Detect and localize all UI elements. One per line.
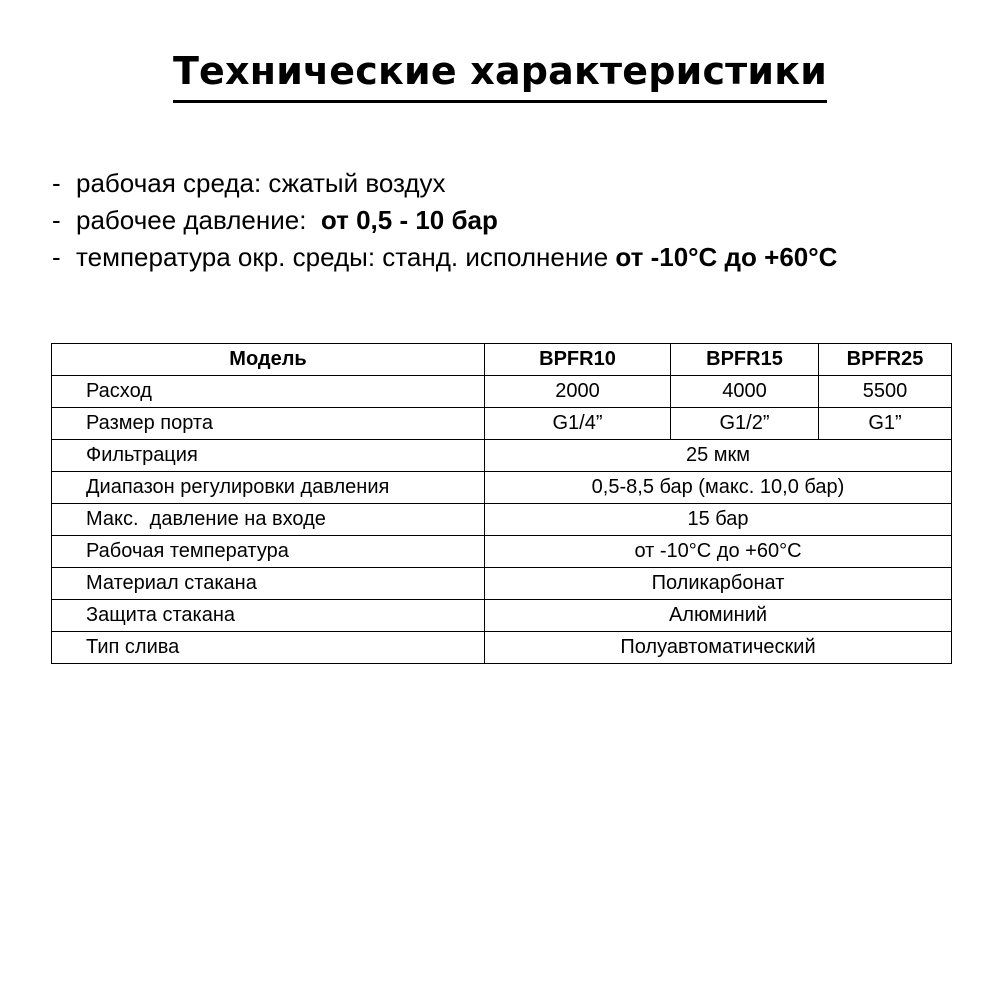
cell-bpfr25: 5500 [819, 376, 952, 408]
cell-bpfr15: 4000 [671, 376, 819, 408]
page-title-text: Технические характеристики [173, 46, 827, 103]
table-row-bowl-guard [52, 600, 952, 632]
table-row-port [52, 408, 952, 440]
row-label: Тип слива [52, 632, 485, 664]
cell-shared-value: Алюминий [485, 600, 952, 632]
bullet-dash: - [52, 168, 61, 198]
table-header-row [52, 344, 952, 376]
cell-bpfr15: G1/2” [671, 408, 819, 440]
spec-item-pressure [52, 202, 992, 239]
bullet-dash: - [52, 205, 61, 235]
table-row-flow [52, 376, 952, 408]
cell-shared-value: 25 мкм [485, 440, 952, 472]
cell-bpfr10: 2000 [485, 376, 671, 408]
table-row-temperature [52, 536, 952, 568]
spec-value-pressure: от 0,5 - 10 бар [320, 205, 498, 235]
page-title [0, 46, 1000, 103]
row-label: Диапазон регулировки давления [52, 472, 485, 504]
header-model: Модель [52, 344, 485, 376]
cell-bpfr10: G1/4” [485, 408, 671, 440]
spec-text-medium: рабочая среда: сжатый воздух [76, 168, 446, 198]
row-label: Материал стакана [52, 568, 485, 600]
table-row-max-inlet [52, 504, 952, 536]
spec-list [52, 165, 992, 276]
cell-shared-value: Поликарбонат [485, 568, 952, 600]
row-label: Рабочая температура [52, 536, 485, 568]
table-row-regulation [52, 472, 952, 504]
cell-shared-value: 0,5-8,5 бар (макс. 10,0 бар) [485, 472, 952, 504]
table-row-filtration [52, 440, 952, 472]
table-row-drain [52, 632, 952, 664]
header-bpfr25: BPFR25 [819, 344, 952, 376]
spec-value-ambient-temp: от -10°С до +60°С [615, 242, 838, 272]
spec-text-pressure: рабочее давление: [76, 205, 321, 235]
spec-item-ambient-temp [52, 239, 992, 276]
cell-shared-value: 15 бар [485, 504, 952, 536]
header-bpfr15: BPFR15 [671, 344, 819, 376]
table-row-bowl-material [52, 568, 952, 600]
row-label: Расход [52, 376, 485, 408]
row-label: Фильтрация [52, 440, 485, 472]
cell-bpfr25: G1” [819, 408, 952, 440]
spec-text-ambient-temp: температура окр. среды: станд. исполнение [76, 242, 616, 272]
cell-shared-value: от -10°С до +60°С [485, 536, 952, 568]
spec-item-medium [52, 165, 992, 202]
cell-shared-value: Полуавтоматический [485, 632, 952, 664]
bullet-dash: - [52, 242, 61, 272]
header-bpfr10: BPFR10 [485, 344, 671, 376]
row-label: Макс. давление на входе [52, 504, 485, 536]
spec-table [51, 343, 952, 664]
row-label: Размер порта [52, 408, 485, 440]
row-label: Защита стакана [52, 600, 485, 632]
